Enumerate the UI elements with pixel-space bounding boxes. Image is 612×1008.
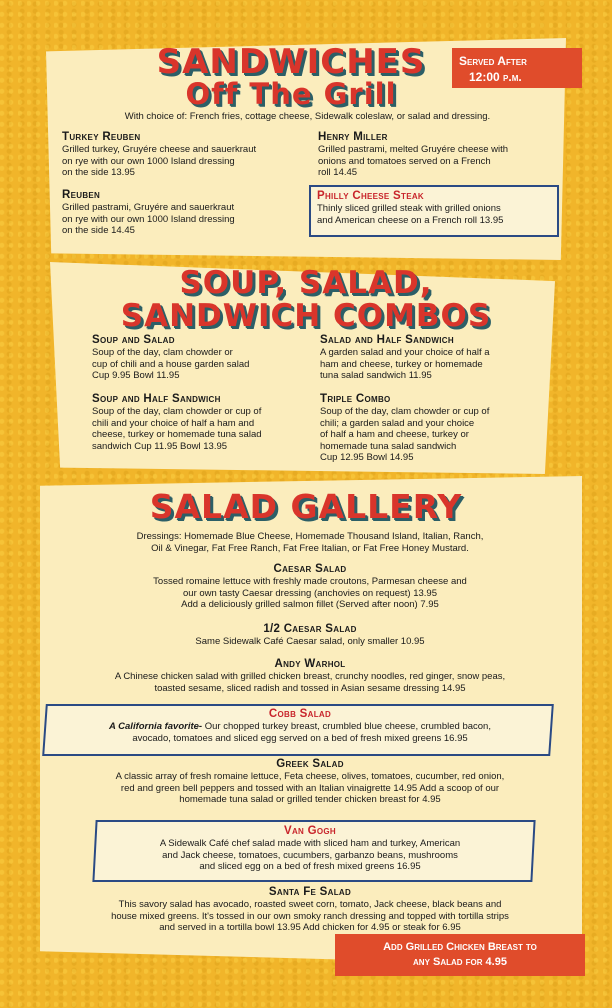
menu-item-desc: A Sidewalk Café chef salad made with sliced ham and turkey, American and Jack cheese, tomatoes, cucumbers, garbanzo beans, mushrooms and sliced egg on a bed of fresh mixed greens 16.95 (159, 838, 461, 872)
menu-item-desc: Grilled pastrami, melted Gruyére cheese with onions and tomatoes served on a French roll 14.45 (318, 144, 509, 178)
menu-item-name: Greek Salad (276, 758, 344, 770)
promo-line1: Add Grilled Chicken Breast to (383, 941, 537, 953)
served-time: 12:00 p.m. (469, 70, 522, 84)
menu-item-name: Salad and Half Sandwich (320, 334, 454, 346)
combos-title-line2: SANDWICH COMBOS (120, 298, 492, 334)
menu-item-featured (317, 189, 503, 226)
menu-item-desc: This savory salad has avocado, roasted sweet corn, tomato, Jack cheese, black beans and house mixed greens. It's tossed in our own smoky ranch dressing and topped with tortilla strips and served in a tortilla bowl 13.95 Add chicken for 4.95 or steak for 6.95 (111, 899, 509, 933)
served-after-badge (452, 48, 582, 88)
menu-item-name: Santa Fe Salad (268, 886, 352, 898)
menu-item (60, 622, 560, 648)
sandwiches-title-line2: Off The Grill (185, 77, 397, 111)
menu-item (50, 657, 570, 694)
menu-item-desc: Thinly sliced grilled steak with grilled onions and American cheese on a French roll 13.95 (317, 203, 504, 226)
menu-item (60, 562, 560, 611)
menu-item-desc: Tossed romaine lettuce with freshly made croutons, Parmesan cheese and our own tasty Caesar dressing (anchovies on request) 13.95 Add a deliciously grilled salmon fillet (Served after noon) 7.95 (153, 576, 467, 610)
menu-item-name: Caesar Salad (273, 563, 347, 575)
menu-item-desc: Soup of the day, clam chowder or cup of chili and your choice of half a ham and cheese, turkey or homemade tuna salad sandwich Cup 11.95 Bowl 13.95 (92, 406, 262, 452)
menu-item-name: Cobb Salad (268, 708, 332, 720)
served-label: Served After (459, 54, 527, 68)
menu-item-name: Turkey Reuben (62, 131, 141, 143)
menu-item-featured (50, 707, 550, 744)
menu-item (50, 757, 570, 806)
combos-title: SOUP, SALAD, (179, 265, 433, 301)
menu-item (92, 392, 262, 452)
menu-item-desc: A Chinese chicken salad with grilled chicken breast, crunchy noodles, red ginger, snow peas, toasted sesame, sliced radish and tossed in Asian sesame dressing 14.95 (114, 671, 506, 694)
menu-item-desc: Soup of the day, clam chowder or cup of chili; a garden salad and your choice of half a ham and cheese, turkey or homemade tuna salad sandwich Cup 12.95 Bowl 14.95 (320, 406, 490, 463)
menu-item-name: Philly Cheese Steak (317, 190, 425, 202)
menu-item (318, 130, 508, 179)
menu-item-name: Henry Miller (318, 131, 388, 143)
salad-title: SALAD GALLERY (149, 487, 463, 526)
menu-item-name: Van Gogh (284, 825, 336, 837)
menu-item-name: Reuben (62, 189, 101, 201)
menu-item-lead: A California favorite- (109, 721, 203, 732)
menu-item-desc: A classic array of fresh romaine lettuce, Feta cheese, olives, tomatoes, cucumber, red onion, red and green bell peppers and tossed with an Italian vinaigrette 14.95 Add a scoop of our homemade tuna salad or grilled tender chicken breast for 4.95 (115, 771, 505, 805)
menu-item-name: Triple Combo (320, 393, 391, 405)
menu-item-name: Andy Warhol (274, 658, 346, 670)
menu-item-featured (90, 824, 530, 873)
promo-banner (335, 934, 585, 976)
menu-item-name: Soup and Half Sandwich (92, 393, 221, 405)
menu-item-desc-text: Our chopped turkey breast, crumbled blue cheese, crumbled bacon, avocado, tomatoes and sliced egg served on a bed of fresh mixed greens 16.95 (132, 721, 491, 744)
sandwiches-title: SANDWICHES (156, 42, 426, 82)
menu-item (92, 333, 249, 382)
menu-item-name: 1/2 Caesar Salad (263, 623, 357, 635)
menu-item (320, 333, 490, 382)
menu-item (62, 188, 235, 237)
menu-item-desc: A garden salad and your choice of half a ham and cheese, turkey or homemade tuna salad sandwich 11.95 (320, 347, 490, 381)
menu-item-desc (50, 721, 550, 744)
promo-line2: any Salad for 4.95 (413, 956, 507, 968)
menu-item-desc: Soup of the day, clam chowder or cup of chili and a house garden salad Cup 9.95 Bowl 11.95 (92, 347, 250, 381)
menu-item (50, 885, 570, 934)
menu-item-desc: Grilled turkey, Gruyére cheese and sauerkraut on rye with our own 1000 Island dressing on the side 13.95 (62, 144, 257, 178)
menu-item-name: Soup and Salad (92, 334, 175, 346)
menu-item-desc: Same Sidewalk Café Caesar salad, only smaller 10.95 (195, 636, 425, 647)
dressings-list: Dressings: Homemade Blue Cheese, Homemade Thousand Island, Italian, Ranch, Oil & Vinegar, Fat Free Ranch, Fat Free Italian, or Fat Free Honey Mustard. (136, 531, 484, 554)
sandwiches-subtitle: With choice of: French fries, cottage cheese, Sidewalk coleslaw, or salad and dressing. (124, 111, 491, 122)
menu-item (62, 130, 256, 179)
menu-item-desc: Grilled pastrami, Gruyére and sauerkraut on rye with our own 1000 Island dressing on the side 14.45 (62, 202, 235, 236)
menu-item (320, 392, 489, 464)
